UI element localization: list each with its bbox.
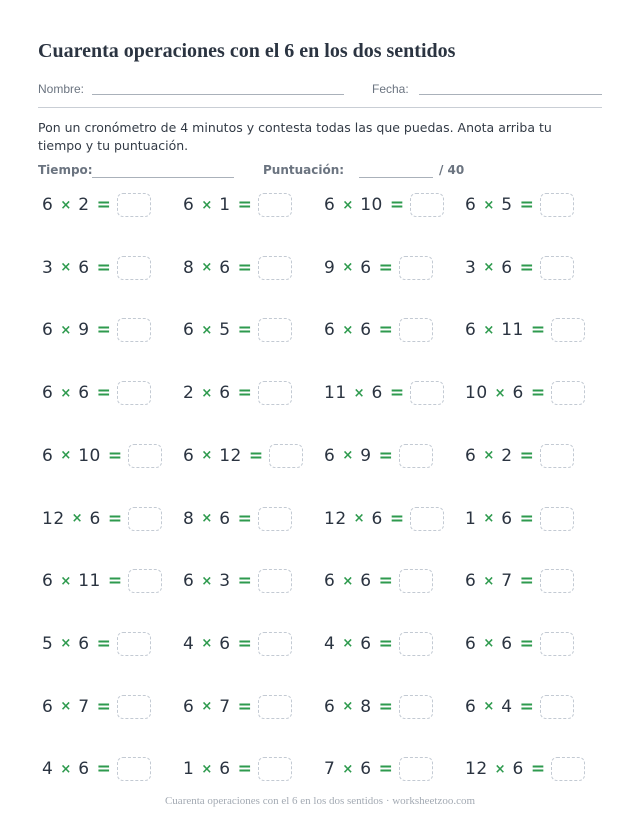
answer-box[interactable] [399,256,433,280]
equals-sign: = [530,383,546,404]
problem-item [324,506,444,532]
problem-item [465,756,585,782]
second-factor: 1 [219,195,231,215]
problem-item [324,380,444,406]
equals-sign: = [378,445,393,466]
first-factor: 4 [183,633,195,654]
answer-box[interactable] [258,632,292,656]
problem-item [465,631,574,657]
second-factor: 6 [360,571,372,592]
problem-item [42,756,151,782]
times-sign: × [494,385,506,401]
second-factor: 6 [512,759,524,780]
answer-box[interactable] [269,444,303,468]
equals-sign: = [237,195,252,215]
problem-item [183,255,292,281]
second-factor: 6 [78,257,90,278]
time-label: Tiempo: [38,163,93,177]
times-sign: × [483,260,495,276]
problem-item [465,568,574,594]
answer-box[interactable] [399,632,433,656]
equals-sign: = [530,320,546,341]
times-sign: × [483,511,495,526]
first-factor: 6 [465,445,477,466]
worksheet-title: Cuarenta operaciones con el 6 en los dos sentidos [38,40,456,62]
first-factor: 6 [42,383,54,404]
second-factor: 6 [512,383,524,404]
times-sign: × [483,636,495,652]
equals-sign: = [237,759,252,780]
equals-sign: = [378,759,393,780]
answer-box[interactable] [117,381,151,405]
problem-item [42,192,151,218]
times-sign: × [342,699,354,715]
equals-sign: = [519,257,534,278]
first-factor: 6 [42,571,54,592]
problem-item [183,568,292,594]
second-factor: 6 [501,257,513,278]
first-factor: 9 [324,257,336,278]
times-sign: × [60,636,72,652]
equals-sign: = [519,571,534,592]
problem-item [465,192,574,218]
equals-sign: = [237,383,252,404]
times-sign: × [201,636,213,652]
answer-box[interactable] [399,444,433,468]
first-factor: 12 [324,508,347,529]
first-factor: 6 [324,195,336,215]
problem-item [465,694,574,720]
answer-box[interactable] [258,256,292,280]
answer-box[interactable] [258,757,292,781]
name-date-row [38,79,602,108]
problem-item [42,380,151,406]
equals-sign: = [530,759,546,780]
equals-sign: = [237,508,252,529]
first-factor: 11 [324,383,347,404]
times-sign: × [201,260,213,276]
times-sign: × [201,322,213,338]
second-factor: 6 [89,508,101,529]
problem-item [324,317,433,343]
answer-box[interactable] [551,381,585,405]
answer-box[interactable] [410,507,444,531]
answer-box[interactable] [258,193,292,217]
second-factor: 3 [219,571,231,592]
answer-box[interactable] [128,507,162,531]
problem-item [183,192,292,218]
times-sign: × [342,573,354,589]
second-factor: 6 [219,383,231,404]
answer-box[interactable] [540,193,574,217]
equals-sign: = [519,195,534,215]
second-factor: 5 [501,195,513,215]
times-sign: × [201,511,213,526]
times-sign: × [342,636,354,652]
second-factor: 6 [501,633,513,654]
second-factor: 11 [78,571,101,592]
times-sign: × [201,448,213,464]
problem-item [324,694,433,720]
times-sign: × [60,761,72,777]
problem-item [324,192,444,218]
equals-sign: = [237,571,252,592]
times-sign: × [494,761,506,777]
first-factor: 6 [183,320,195,341]
first-factor: 3 [42,257,54,278]
first-factor: 6 [42,696,54,717]
equals-sign: = [96,633,111,654]
answer-box[interactable] [117,318,151,342]
problem-item [42,506,162,532]
times-sign: × [483,448,495,464]
first-factor: 3 [465,257,477,278]
problem-item [465,380,585,406]
times-sign: × [201,573,213,589]
answer-box[interactable] [258,695,292,719]
equals-sign: = [96,759,111,780]
times-sign: × [60,699,72,715]
answer-box[interactable] [540,632,574,656]
first-factor: 6 [42,320,54,341]
second-factor: 10 [360,195,383,215]
instructions-text: Pon un cronómetro de 4 minutos y contesta todas las que puedas. Anota arriba tu tiempo y tu puntuación. [38,120,552,153]
first-factor: 6 [324,320,336,341]
equals-sign: = [107,571,123,592]
answer-box[interactable] [540,507,574,531]
problem-item [183,443,303,469]
first-factor: 1 [183,759,195,780]
first-factor: 6 [465,633,477,654]
answer-box[interactable] [410,381,444,405]
times-sign: × [342,322,354,338]
problem-item [465,255,574,281]
answer-box[interactable] [551,757,585,781]
score-line[interactable] [359,177,433,178]
equals-sign: = [389,383,405,404]
times-sign: × [60,322,72,338]
first-factor: 1 [465,508,477,529]
equals-sign: = [519,508,534,529]
first-factor: 6 [465,571,477,592]
name-label: Nombre: [38,82,85,96]
date-line[interactable] [419,94,602,95]
second-factor: 10 [78,445,101,466]
equals-sign: = [107,508,123,529]
times-sign: × [483,573,495,589]
problem-item [465,443,574,469]
times-sign: × [483,699,495,715]
problem-item [465,317,585,343]
second-factor: 4 [501,696,513,717]
equals-sign: = [107,445,123,466]
answer-box[interactable] [117,757,151,781]
problem-item [42,694,151,720]
equals-sign: = [96,696,111,717]
first-factor: 4 [324,633,336,654]
second-factor: 6 [360,257,372,278]
problem-item [324,756,433,782]
problem-item [183,694,292,720]
first-factor: 6 [183,445,195,466]
answer-box[interactable] [117,193,151,217]
answer-box[interactable] [399,757,433,781]
first-factor: 6 [465,320,477,341]
date-label: Fecha: [372,82,409,96]
times-sign: × [60,573,72,589]
times-sign: × [60,385,72,401]
first-factor: 12 [465,759,488,780]
answer-box[interactable] [117,256,151,280]
first-factor: 6 [465,195,477,215]
answer-box[interactable] [410,193,444,217]
second-factor: 11 [501,320,524,341]
second-factor: 6 [360,759,372,780]
equals-sign: = [96,195,111,215]
times-sign: × [201,197,213,213]
second-factor: 8 [360,696,372,717]
second-factor: 6 [371,508,383,529]
times-sign: × [342,197,354,213]
second-factor: 6 [219,508,231,529]
first-factor: 8 [183,508,195,529]
first-factor: 2 [183,383,195,404]
problem-item [183,756,292,782]
times-sign: × [60,197,72,213]
equals-sign: = [248,445,264,466]
answer-box[interactable] [399,569,433,593]
second-factor: 7 [78,696,90,717]
problem-item [324,631,433,657]
first-factor: 7 [324,759,336,780]
times-sign: × [342,448,354,464]
first-factor: 6 [324,696,336,717]
first-factor: 6 [42,445,54,466]
footer: Cuarenta operaciones con el 6 en los dos sentidos · worksheetzoo.com [164,795,476,807]
first-factor: 6 [324,571,336,592]
answer-box[interactable] [128,444,162,468]
score-total: / 40 [439,163,465,177]
second-factor: 6 [360,320,372,341]
equals-sign: = [519,445,534,466]
problem-item [42,255,151,281]
problem-item [183,506,292,532]
problem-item [324,255,433,281]
times-sign: × [483,197,495,213]
second-factor: 5 [219,320,231,341]
score-bar [38,163,598,183]
equals-sign: = [237,633,252,654]
second-factor: 6 [78,383,90,404]
second-factor: 7 [219,696,231,717]
equals-sign: = [519,633,534,654]
problem-item [324,568,433,594]
equals-sign: = [519,696,534,717]
equals-sign: = [389,195,405,215]
times-sign: × [342,260,354,276]
second-factor: 6 [219,759,231,780]
answer-box[interactable] [399,318,433,342]
time-line[interactable] [92,177,234,178]
answer-box[interactable] [128,569,162,593]
problem-item [42,317,151,343]
problem-item [183,631,292,657]
second-factor: 12 [219,445,242,466]
times-sign: × [60,260,72,276]
second-factor: 6 [219,633,231,654]
answer-box[interactable] [540,695,574,719]
equals-sign: = [96,257,111,278]
equals-sign: = [378,633,393,654]
second-factor: 2 [78,195,90,215]
second-factor: 6 [78,759,90,780]
problem-item [42,631,151,657]
answer-box[interactable] [117,695,151,719]
equals-sign: = [378,571,393,592]
answer-box[interactable] [258,569,292,593]
second-factor: 6 [219,257,231,278]
first-factor: 6 [183,571,195,592]
first-factor: 6 [324,445,336,466]
first-factor: 10 [465,383,488,404]
second-factor: 6 [360,633,372,654]
answer-box[interactable] [258,318,292,342]
times-sign: × [71,511,83,526]
second-factor: 9 [360,445,372,466]
problem-item [183,380,292,406]
times-sign: × [60,448,72,464]
times-sign: × [353,385,365,401]
first-factor: 6 [183,195,195,215]
name-line[interactable] [92,94,344,95]
answer-box[interactable] [399,695,433,719]
first-factor: 6 [183,696,195,717]
answer-box[interactable] [540,444,574,468]
answer-box[interactable] [258,507,292,531]
first-factor: 6 [465,696,477,717]
second-factor: 9 [78,320,90,341]
times-sign: × [342,761,354,777]
second-factor: 6 [371,383,383,404]
equals-sign: = [96,320,111,341]
times-sign: × [201,761,213,777]
equals-sign: = [389,508,405,529]
answer-box[interactable] [117,632,151,656]
first-factor: 6 [42,195,54,215]
equals-sign: = [237,320,252,341]
problem-item [42,568,162,594]
second-factor: 6 [501,508,513,529]
first-factor: 12 [42,508,65,529]
first-factor: 4 [42,759,54,780]
problem-item [42,443,162,469]
first-factor: 8 [183,257,195,278]
first-factor: 5 [42,633,54,654]
second-factor: 7 [501,571,513,592]
second-factor: 6 [78,633,90,654]
times-sign: × [201,699,213,715]
second-factor: 2 [501,445,513,466]
times-sign: × [353,511,365,526]
answer-box[interactable] [258,381,292,405]
equals-sign: = [378,257,393,278]
equals-sign: = [378,696,393,717]
equals-sign: = [237,257,252,278]
problem-item [324,443,433,469]
answer-box[interactable] [551,318,585,342]
equals-sign: = [378,320,393,341]
equals-sign: = [96,383,111,404]
equals-sign: = [237,696,252,717]
score-label: Puntuación: [263,163,345,177]
answer-box[interactable] [540,569,574,593]
answer-box[interactable] [540,256,574,280]
problem-item [465,506,574,532]
times-sign: × [483,322,495,338]
times-sign: × [201,385,213,401]
problem-item [183,317,292,343]
